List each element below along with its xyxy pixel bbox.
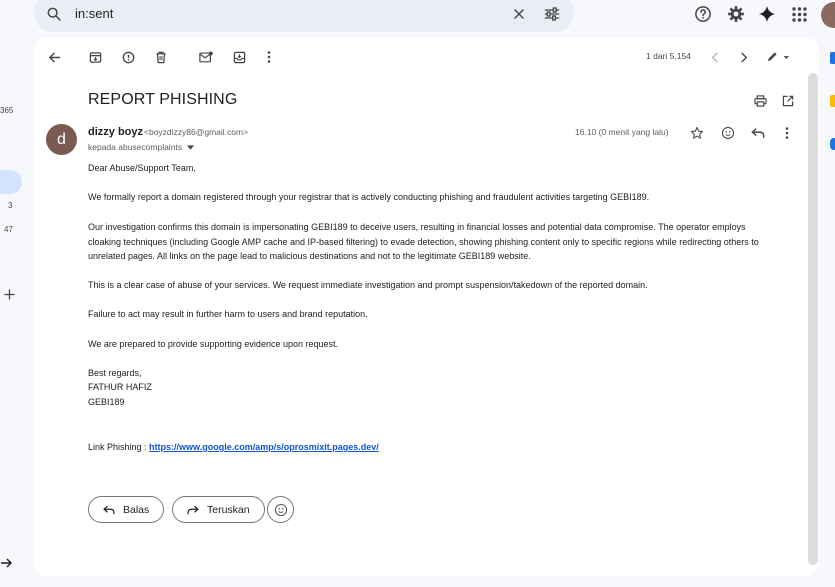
account-avatar[interactable] <box>821 2 835 28</box>
report-spam-icon[interactable] <box>119 48 137 66</box>
body-greeting: Dear Abuse/Support Team, <box>88 163 196 173</box>
forward-arrow-icon <box>187 505 199 515</box>
arrow-right-icon[interactable] <box>0 556 14 570</box>
archive-icon[interactable] <box>86 48 104 66</box>
smiley-icon <box>274 503 288 517</box>
more-vert-icon[interactable] <box>260 48 278 66</box>
emoji-react-button[interactable] <box>267 496 294 523</box>
body-paragraph: Failure to act may result in further harm to users and brand reputation. <box>88 309 368 319</box>
body-paragraph: This is a clear case of abuse of your services. We request immediate investigation and prompt suspension/takedown of the reported domain. <box>88 280 648 290</box>
reply-button[interactable] <box>88 496 164 523</box>
reply-icon[interactable] <box>749 124 767 142</box>
pager-count: 1 dari 5.154 <box>646 51 691 61</box>
body-paragraph: We formally report a domain registered through your registrar that is actively conducting phishing and fraudulent activities targeting GEBI189. <box>88 192 650 202</box>
search-input[interactable]: in:sent <box>75 6 114 21</box>
phishing-link[interactable]: https://www.google.com/amp/s/oprosmixit.pages.dev/ <box>149 442 379 452</box>
keep-app-icon[interactable] <box>830 95 835 107</box>
scrollbar-thumb[interactable] <box>808 73 818 565</box>
recipient-line: kepada abusecomplaints <box>88 142 183 152</box>
gemini-sparkle-icon[interactable] <box>757 4 777 24</box>
email-subject: REPORT PHISHING <box>88 91 238 108</box>
email-timestamp: 16.10 (0 menit yang lalu) <box>575 127 669 137</box>
search-icon[interactable] <box>44 4 64 24</box>
add-label-icon[interactable] <box>2 287 16 301</box>
open-new-window-icon[interactable] <box>779 92 797 110</box>
reply-button-label: Balas <box>123 503 150 516</box>
recipient-details-toggle[interactable] <box>88 142 194 152</box>
settings-gear-icon[interactable] <box>726 4 746 24</box>
message-more-vert-icon[interactable] <box>778 124 796 142</box>
body-paragraph: We are prepared to provide supporting evidence upon request. <box>88 339 338 349</box>
rail-count: 3 <box>8 201 13 210</box>
signature-name: FATHUR HAFIZ <box>88 382 152 392</box>
search-bar[interactable] <box>34 0 574 32</box>
caret-down-icon <box>187 145 194 150</box>
mark-unread-icon[interactable] <box>197 48 215 66</box>
prev-chevron-icon[interactable] <box>706 48 724 66</box>
emoji-reaction-icon[interactable] <box>719 124 737 142</box>
back-arrow-icon[interactable] <box>45 48 63 66</box>
rail-count: 47 <box>4 225 13 234</box>
delete-trash-icon[interactable] <box>152 48 170 66</box>
calendar-app-icon[interactable] <box>830 52 835 64</box>
signature-closing: Best regards, <box>88 368 142 378</box>
apps-grid-icon[interactable] <box>789 4 809 24</box>
tasks-app-icon[interactable] <box>830 138 835 150</box>
signature-org: GEBI189 <box>88 397 125 407</box>
side-panel-strip <box>819 38 835 587</box>
help-icon[interactable] <box>693 4 713 24</box>
forward-button-label: Teruskan <box>207 503 250 516</box>
forward-button[interactable] <box>172 496 265 523</box>
clear-search-icon[interactable] <box>509 4 529 24</box>
star-icon[interactable] <box>688 124 706 142</box>
sender-avatar[interactable] <box>46 124 77 155</box>
search-options-icon[interactable] <box>541 4 563 24</box>
body-paragraph: Our investigation confirms this domain is impersonating GEBI189 to deceive users, resulting in financial losses and potential data compromise. The operator employs cloaking techniques (including Google AMP cache and IP-based filtering) to evade detection, showing phishing content only to specific regions while redirecting others to unrelated pages. All links on the page lead to malicious destinations and not to the legitimate GEBI189 website. <box>88 222 759 261</box>
link-label: Link Phishing : <box>88 442 150 452</box>
rail-count: 365 <box>0 106 14 115</box>
print-icon[interactable] <box>751 92 769 110</box>
move-to-icon[interactable] <box>230 48 248 66</box>
rail-active-item[interactable] <box>0 170 22 194</box>
avatar-letter: d <box>57 130 66 148</box>
input-tools-pen-icon[interactable] <box>763 48 793 66</box>
sender-email: <boyzdizzy86@gmail.com> <box>144 127 249 137</box>
phishing-link-line <box>88 440 778 455</box>
sender-name[interactable]: dizzy boyz <box>88 126 144 138</box>
next-chevron-icon[interactable] <box>735 48 753 66</box>
reply-arrow-icon <box>103 505 115 515</box>
